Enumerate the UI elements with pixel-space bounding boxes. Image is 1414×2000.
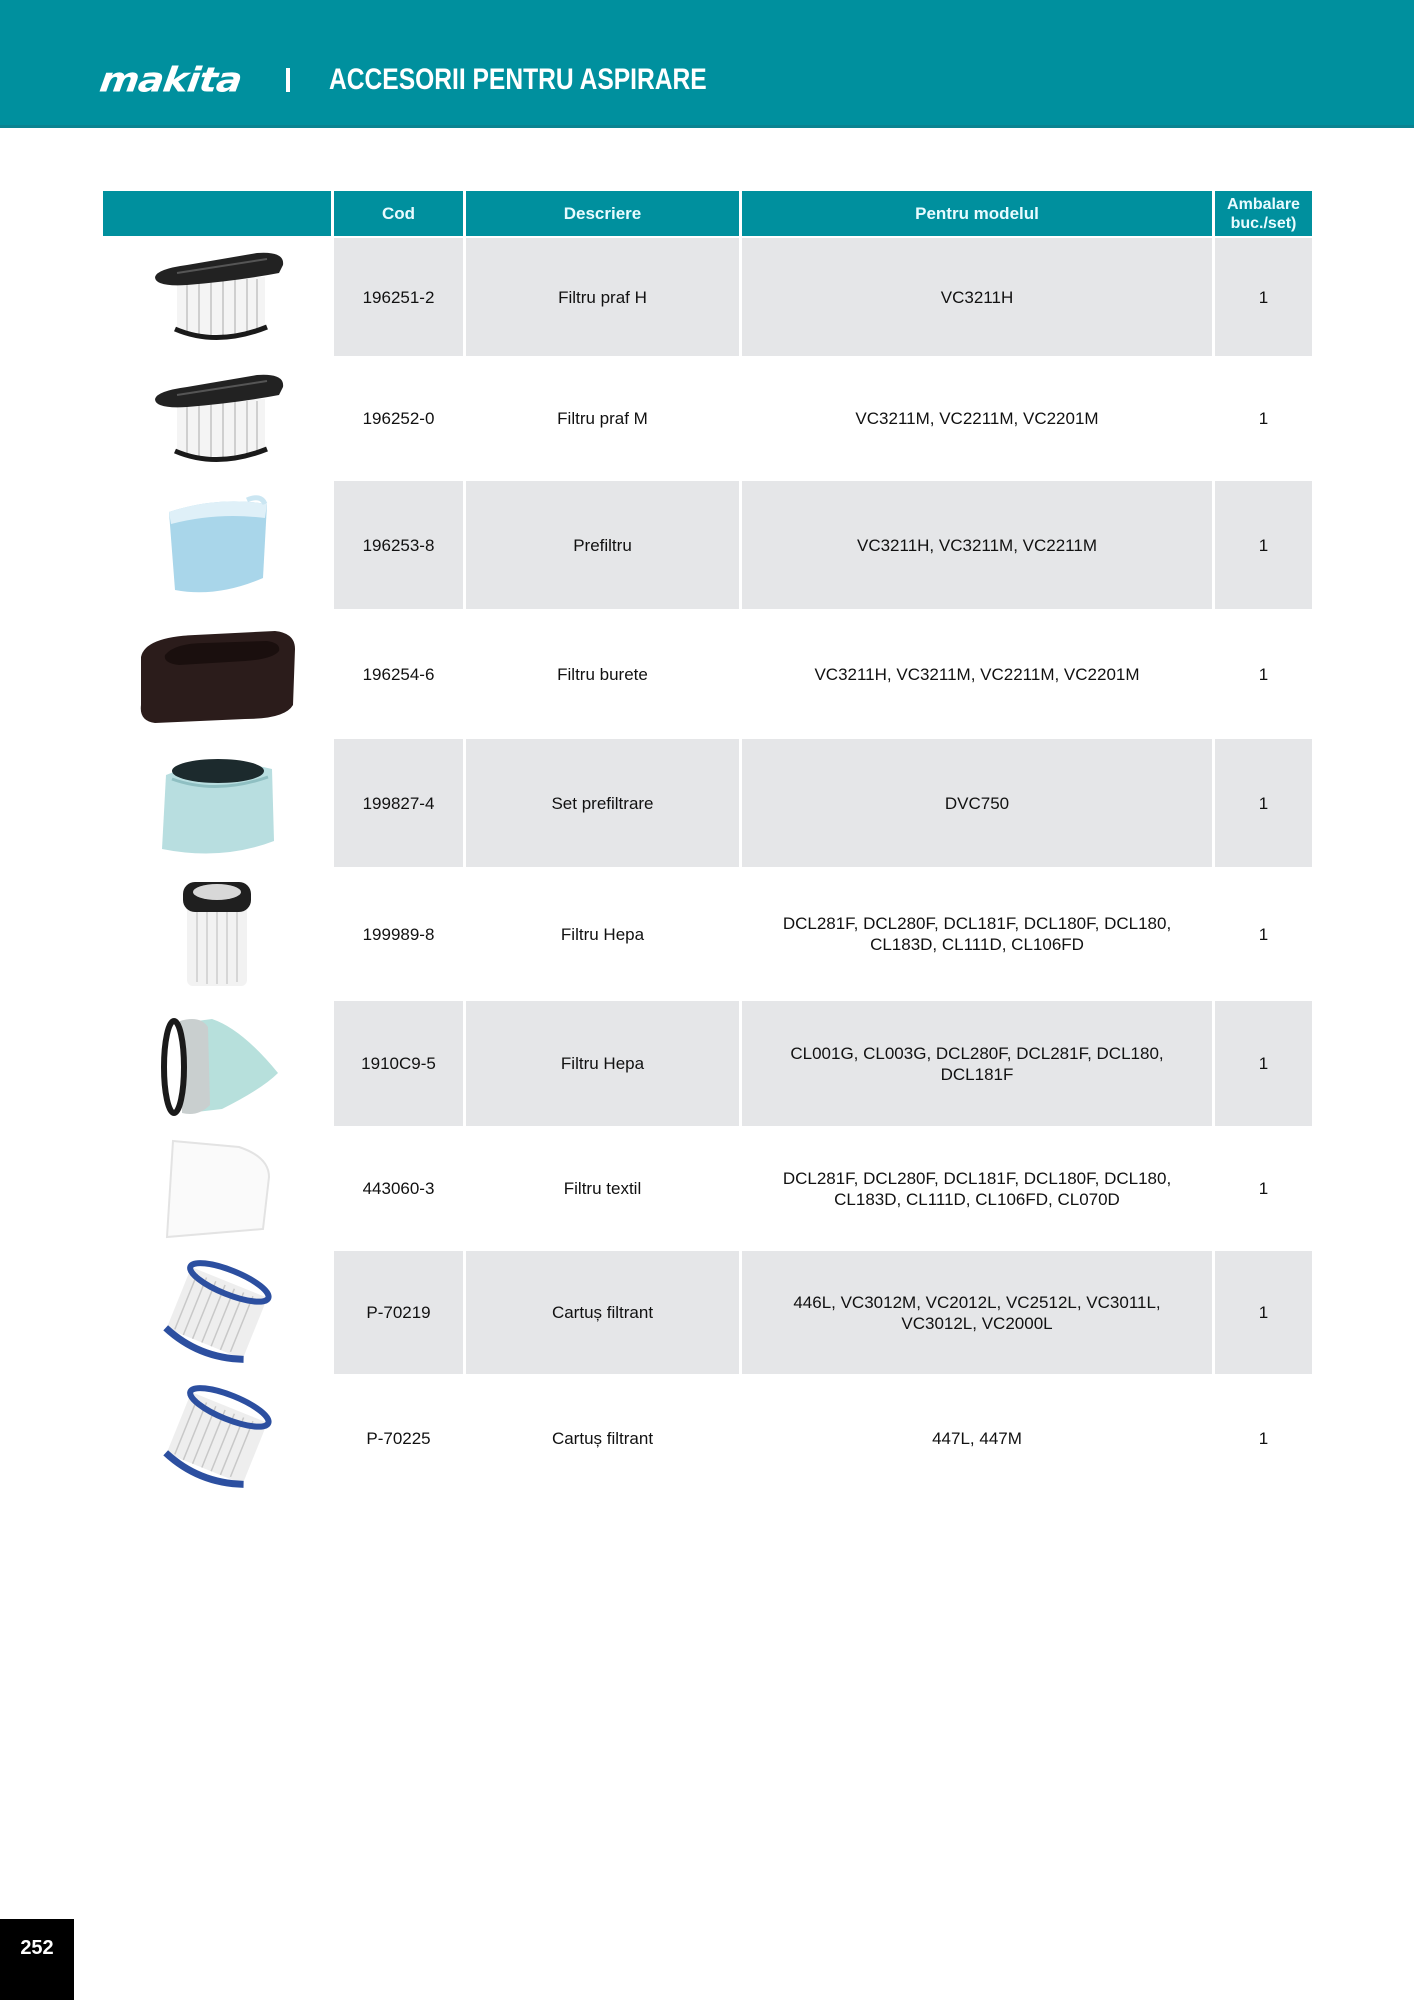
column-header-packaging (1215, 191, 1312, 236)
cell-description: Filtru Hepa (466, 1001, 739, 1126)
cell-code: 443060-3 (362, 1179, 435, 1198)
oval-filter-black-cap-icon (103, 358, 331, 479)
cartridge-filter-blue-icon (103, 1251, 331, 1374)
cell-models (742, 869, 1212, 999)
cell-pack: 1 (1258, 1428, 1269, 1448)
column-header-description: Descriere (466, 191, 739, 236)
cell-code: 199827-4 (334, 739, 463, 867)
cell-description: Filtru praf M (557, 409, 648, 428)
cell-description: Filtru burete (557, 664, 648, 684)
column-header-code: Cod (334, 191, 463, 236)
cell-pack: 1 (1258, 1179, 1269, 1198)
column-header-image (103, 191, 331, 236)
cell-models: VC3211H, VC3211M, VC2211M (742, 481, 1212, 609)
cell-code: 196252-0 (362, 409, 435, 428)
cell-description: Filtru Hepa (560, 924, 645, 944)
cell-pack: 1 (1215, 1001, 1312, 1126)
oval-filter-black-cap-icon (103, 238, 331, 356)
cell-code: 199989-8 (362, 924, 435, 944)
cell-pack: 1 (1215, 238, 1312, 356)
models-line-1: DCL281F, DCL280F, DCL181F, DCL180F, DCL180, (782, 914, 1172, 933)
cell-code: P-70219 (334, 1251, 463, 1374)
cell-models: 447L, 447M (932, 1428, 1022, 1448)
header-bar (0, 0, 1414, 128)
cell-description: Filtru textil (563, 1179, 642, 1198)
hepa-cylinder-filter-icon (103, 869, 331, 999)
models-line-2: VC3012L, VC2000L (901, 1313, 1053, 1333)
hepa-bag-filter-icon (103, 1001, 331, 1126)
cell-code: 196253-8 (334, 481, 463, 609)
cell-description: Cartuș filtrant (466, 1251, 739, 1374)
cell-pack: 1 (1215, 739, 1312, 867)
makita-logo: makita (97, 60, 245, 100)
cell-description: Cartuș filtrant (551, 1428, 654, 1448)
cell-models (742, 1001, 1212, 1126)
textile-filter-icon (103, 1128, 331, 1249)
page-number: 252 (0, 1919, 74, 2000)
cell-pack: 1 (1258, 409, 1269, 428)
cell-models: DVC750 (742, 739, 1212, 867)
cell-code: 196254-6 (362, 664, 435, 684)
cartridge-filter-blue-icon (103, 1376, 331, 1500)
cell-code: P-70225 (366, 1428, 431, 1448)
blue-prefilter-bag-icon (103, 481, 331, 609)
cell-code: 1910C9-5 (334, 1001, 463, 1126)
cell-models: VC3211H (742, 238, 1212, 356)
packaging-header-line1: Ambalare (1227, 195, 1300, 213)
column-header-models: Pentru modelul (742, 191, 1212, 236)
cell-description: Set prefiltrare (466, 739, 739, 867)
cell-description: Filtru praf H (466, 238, 739, 356)
cell-code: 196251-2 (334, 238, 463, 356)
cell-pack: 1 (1258, 924, 1269, 944)
packaging-header-line2: buc./set) (1230, 214, 1297, 232)
header-separator (286, 68, 290, 92)
cell-description: Prefiltru (466, 481, 739, 609)
models-line-2: CL183D, CL111D, CL106FD (870, 935, 1084, 954)
cell-pack: 1 (1258, 664, 1269, 684)
prefilter-set-icon (103, 739, 331, 867)
models-line-1: CL001G, CL003G, DCL280F, DCL281F, DCL180, (790, 1043, 1164, 1063)
cell-models (742, 1128, 1212, 1249)
cell-models (742, 1251, 1212, 1374)
page-title: ACCESORII PENTRU ASPIRARE (329, 63, 707, 96)
cell-pack: 1 (1215, 481, 1312, 609)
models-line-1: DCL281F, DCL280F, DCL181F, DCL180F, DCL180, (782, 1168, 1172, 1188)
models-line-2: DCL181F (940, 1064, 1014, 1084)
cell-models: VC3211M, VC2211M, VC2201M (855, 409, 1099, 428)
sponge-filter-icon (103, 611, 331, 737)
cell-models: VC3211H, VC3211M, VC2211M, VC2201M (814, 664, 1140, 684)
models-line-2: CL183D, CL111D, CL106FD, CL070D (834, 1189, 1120, 1209)
models-line-1: 446L, VC3012M, VC2012L, VC2512L, VC3011L, (793, 1292, 1161, 1312)
cell-pack: 1 (1215, 1251, 1312, 1374)
